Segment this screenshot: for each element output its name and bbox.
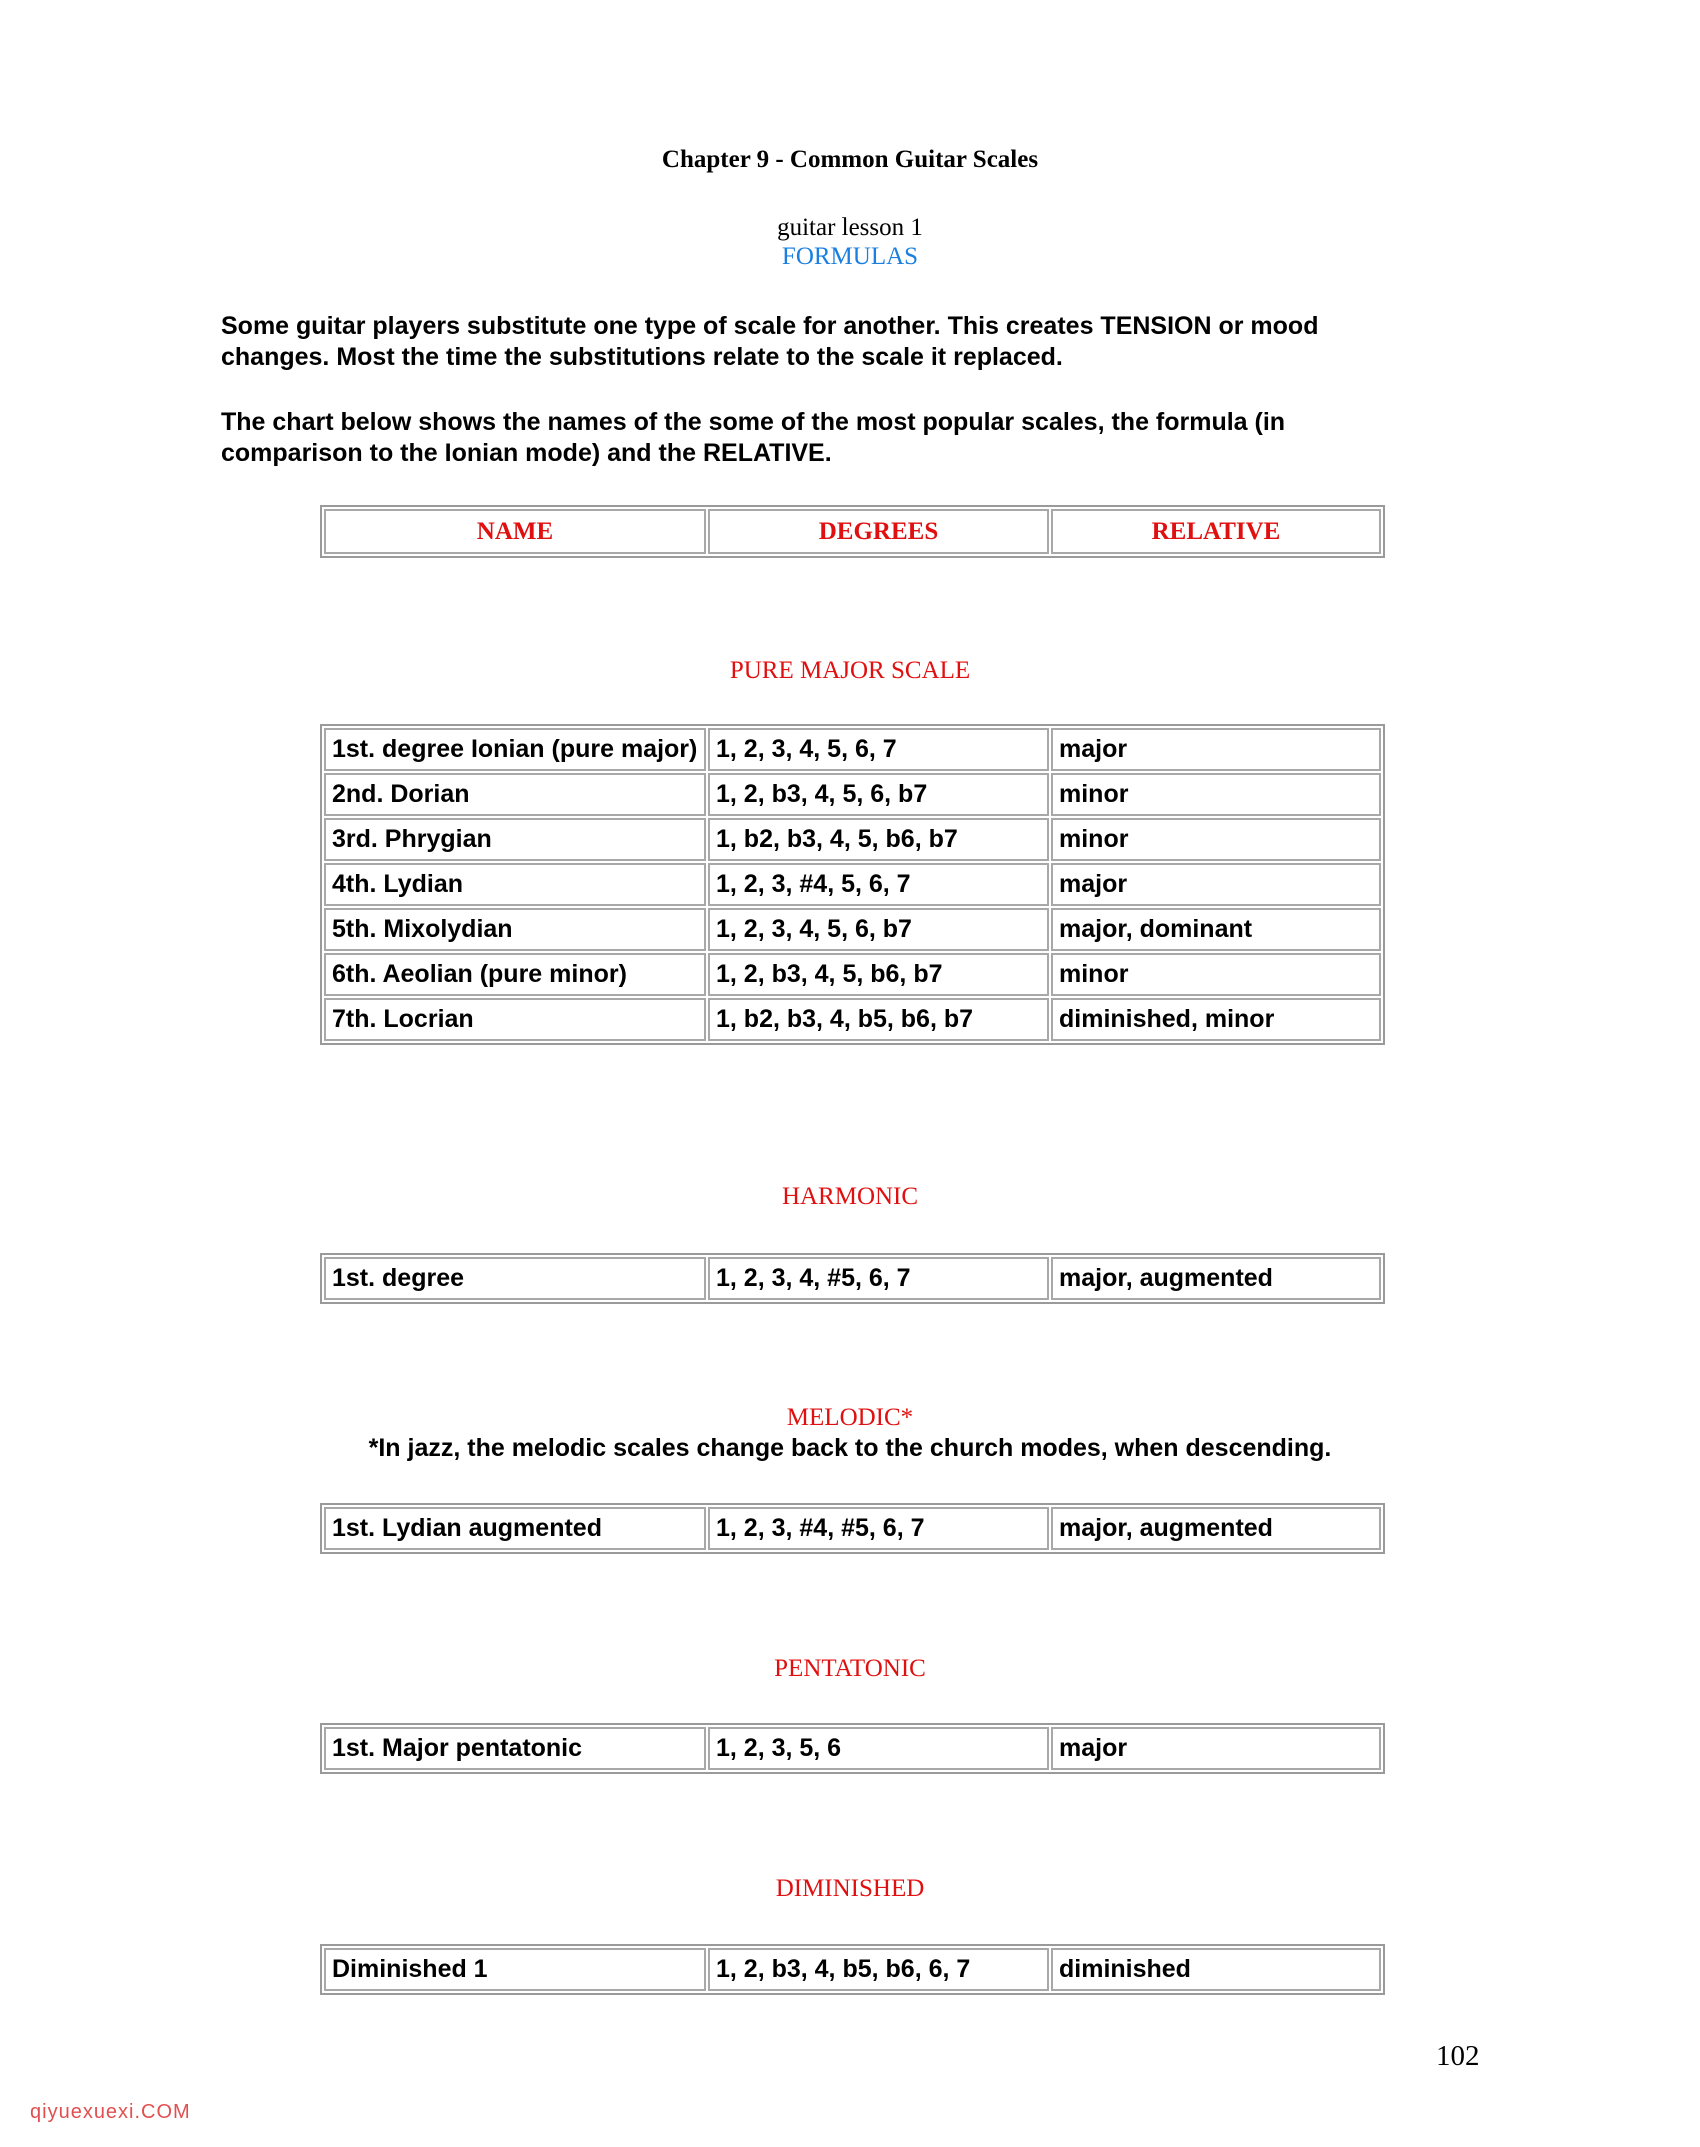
scale-relative: major, dominant <box>1051 908 1381 951</box>
scale-name: 5th. Mixolydian <box>324 908 706 951</box>
melodic-scale-table <box>320 1503 1385 1554</box>
scale-name: 1st. degree Ionian (pure major) <box>324 728 706 771</box>
header-row <box>324 509 1381 554</box>
table-row <box>324 908 1381 951</box>
scale-relative: minor <box>1051 953 1381 996</box>
table-row <box>324 1948 1381 1991</box>
scale-relative: major <box>1051 863 1381 906</box>
scale-degrees: 1, 2, b3, 4, 5, 6, b7 <box>708 773 1049 816</box>
scale-degrees: 1, 2, 3, 4, 5, 6, b7 <box>708 908 1049 951</box>
intro-paragraph: Some guitar players substitute one type of scale for another. This creates TENSION or mood changes. Most the time the substitutions relate to the scale it replaced. <box>221 312 1319 371</box>
watermark: qiyuexuexi.COM <box>30 2101 191 2123</box>
pentatonic-scale-table <box>320 1723 1385 1774</box>
scale-degrees: 1, 2, 3, #4, #5, 6, 7 <box>708 1507 1049 1550</box>
header-degrees: DEGREES <box>708 509 1049 554</box>
table-row <box>324 728 1381 771</box>
scale-name: 2nd. Dorian <box>324 773 706 816</box>
scale-name: 6th. Aeolian (pure minor) <box>324 953 706 996</box>
section-title-melodic: MELODIC* <box>786 1404 914 1431</box>
page-title: Chapter 9 - Common Guitar Scales <box>661 146 1039 173</box>
scale-name: 1st. degree <box>324 1257 706 1300</box>
scale-relative: major, augmented <box>1051 1507 1381 1550</box>
scale-name: 1st. Lydian augmented <box>324 1507 706 1550</box>
header-table <box>320 505 1385 558</box>
table-row <box>324 1257 1381 1300</box>
table-row <box>324 773 1381 816</box>
section-title-pentatonic: PENTATONIC <box>774 1655 926 1682</box>
header-name: NAME <box>324 509 706 554</box>
melodic-footnote: *In jazz, the melodic scales change back to the church modes, when descending. <box>368 1434 1332 1462</box>
table-row <box>324 998 1381 1041</box>
scale-degrees: 1, 2, 3, 4, #5, 6, 7 <box>708 1257 1049 1300</box>
diminished-scale-table <box>320 1944 1385 1995</box>
formulas-link-text[interactable]: FORMULAS <box>781 243 919 270</box>
header-relative: RELATIVE <box>1051 509 1381 554</box>
scale-relative: minor <box>1051 818 1381 861</box>
scale-degrees: 1, 2, 3, 4, 5, 6, 7 <box>708 728 1049 771</box>
page-number: 102 <box>1436 2040 1480 2072</box>
scale-name: Diminished 1 <box>324 1948 706 1991</box>
table-row <box>324 953 1381 996</box>
scale-degrees: 1, 2, 3, #4, 5, 6, 7 <box>708 863 1049 906</box>
table-row <box>324 1507 1381 1550</box>
scale-degrees: 1, b2, b3, 4, 5, b6, b7 <box>708 818 1049 861</box>
scale-relative: major, augmented <box>1051 1257 1381 1300</box>
scale-name: 1st. Major pentatonic <box>324 1727 706 1770</box>
scale-relative: minor <box>1051 773 1381 816</box>
scale-relative: major <box>1051 728 1381 771</box>
lesson-subtitle: guitar lesson 1 <box>777 214 923 241</box>
scale-relative: major <box>1051 1727 1381 1770</box>
table-row <box>324 818 1381 861</box>
chart-description-paragraph: The chart below shows the names of the some of the most popular scales, the formula (in comparison to the Ionian mode) and the RELATIVE. <box>221 408 1286 467</box>
section-title-harmonic: HARMONIC <box>781 1183 919 1210</box>
section-title-major: PURE MAJOR SCALE <box>729 657 971 684</box>
scale-relative: diminished <box>1051 1948 1381 1991</box>
scale-name: 4th. Lydian <box>324 863 706 906</box>
scale-degrees: 1, b2, b3, 4, b5, b6, b7 <box>708 998 1049 1041</box>
scale-degrees: 1, 2, b3, 4, b5, b6, 6, 7 <box>708 1948 1049 1991</box>
table-row <box>324 863 1381 906</box>
section-title-diminished: DIMINISHED <box>775 1875 925 1902</box>
table-row <box>324 1727 1381 1770</box>
major-scale-table <box>320 724 1385 1045</box>
scale-degrees: 1, 2, b3, 4, 5, b6, b7 <box>708 953 1049 996</box>
scale-name: 3rd. Phrygian <box>324 818 706 861</box>
scale-name: 7th. Locrian <box>324 998 706 1041</box>
formulas-link[interactable] <box>0 243 1700 271</box>
scale-relative: diminished, minor <box>1051 998 1381 1041</box>
scale-degrees: 1, 2, 3, 5, 6 <box>708 1727 1049 1770</box>
harmonic-scale-table <box>320 1253 1385 1304</box>
